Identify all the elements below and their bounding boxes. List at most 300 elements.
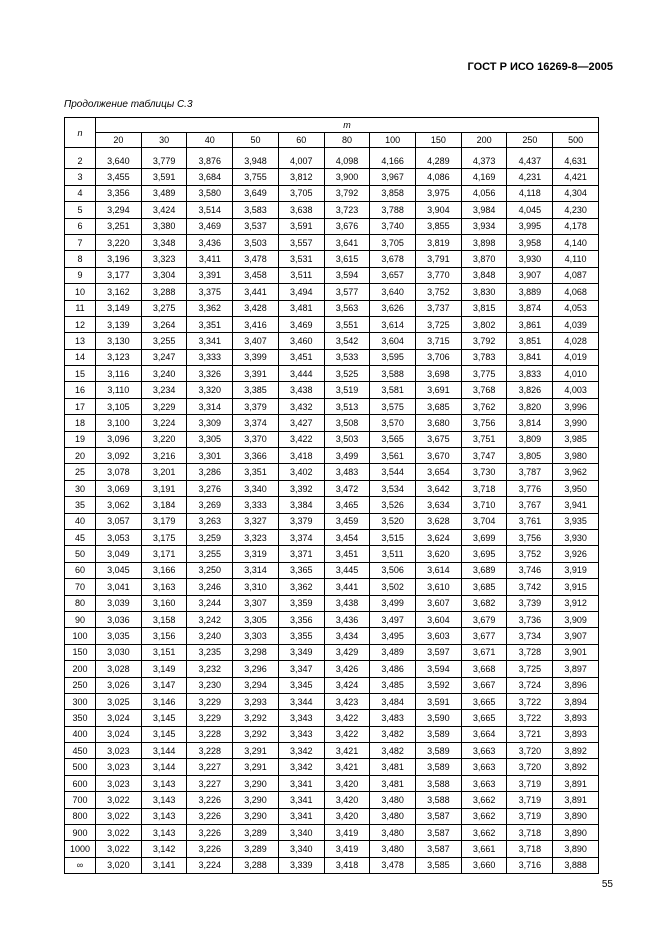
table-cell: 3,234 [141, 382, 187, 398]
table-cell: 3,250 [187, 562, 233, 578]
table-cell: 3,156 [141, 628, 187, 644]
table-cell: 3,537 [233, 218, 279, 234]
n-value-cell: 13 [65, 333, 96, 349]
table-cell: 3,962 [553, 464, 599, 480]
table-cell: 3,740 [370, 218, 416, 234]
table-cell: 3,718 [461, 480, 507, 496]
table-cell: 3,892 [553, 759, 599, 775]
table-row [65, 628, 599, 644]
table-cell: 3,704 [461, 513, 507, 529]
table-cell: 3,240 [141, 366, 187, 382]
table-cell: 3,985 [553, 431, 599, 447]
table-cell: 3,022 [96, 841, 142, 857]
table-cell: 3,897 [553, 661, 599, 677]
table-cell: 3,581 [370, 382, 416, 398]
table-cell: 3,166 [141, 562, 187, 578]
table-cell: 3,177 [96, 267, 142, 283]
table-cell: 3,305 [233, 611, 279, 627]
table-cell: 3,380 [141, 218, 187, 234]
table-cell: 3,469 [187, 218, 233, 234]
table-cell: 3,469 [278, 316, 324, 332]
n-value-cell: 500 [65, 759, 96, 775]
table-cell: 3,614 [416, 562, 462, 578]
table-cell: 3,542 [324, 333, 370, 349]
table-cell: 3,752 [507, 546, 553, 562]
table-cell: 3,022 [96, 808, 142, 824]
m-value-header: 20 [96, 133, 142, 148]
table-cell: 3,226 [187, 808, 233, 824]
table-cell: 3,792 [461, 333, 507, 349]
table-cell: 3,309 [187, 415, 233, 431]
table-cell: 3,890 [553, 841, 599, 857]
table-row [65, 775, 599, 791]
table-cell: 3,482 [370, 743, 416, 759]
table-cell: 3,604 [370, 333, 416, 349]
table-cell: 3,422 [278, 431, 324, 447]
table-cell: 3,776 [507, 480, 553, 496]
table-cell: 3,734 [507, 628, 553, 644]
n-value-cell: 9 [65, 267, 96, 283]
table-cell: 4,631 [553, 148, 599, 169]
table-cell: 4,039 [553, 316, 599, 332]
table-cell: 3,359 [278, 595, 324, 611]
table-cell: 3,926 [553, 546, 599, 562]
table-cell: 3,053 [96, 529, 142, 545]
table-cell: 3,900 [324, 169, 370, 185]
table-cell: 3,481 [370, 775, 416, 791]
table-cell: 3,756 [507, 529, 553, 545]
table-cell: 3,891 [553, 792, 599, 808]
table-cell: 3,788 [370, 202, 416, 218]
table-cell: 3,416 [233, 316, 279, 332]
table-cell: 3,604 [416, 611, 462, 627]
table-row [65, 611, 599, 627]
table-cell: 3,288 [233, 857, 279, 873]
table-cell: 3,935 [553, 513, 599, 529]
table-cell: 3,663 [461, 775, 507, 791]
table-cell: 3,661 [461, 841, 507, 857]
table-cell: 3,142 [141, 841, 187, 857]
table-cell: 3,184 [141, 497, 187, 513]
table-cell: 3,451 [324, 546, 370, 562]
table-cell: 3,649 [233, 185, 279, 201]
table-cell: 3,314 [187, 398, 233, 414]
n-value-cell: 40 [65, 513, 96, 529]
table-cell: 3,812 [278, 169, 324, 185]
table-cell: 3,230 [187, 677, 233, 693]
n-value-cell: 90 [65, 611, 96, 627]
table-cell: 3,728 [507, 644, 553, 660]
table-cell: 3,662 [461, 792, 507, 808]
table-cell: 3,418 [278, 448, 324, 464]
table-cell: 3,375 [187, 284, 233, 300]
table-row [65, 693, 599, 709]
table-cell: 3,580 [187, 185, 233, 201]
table-cell: 3,226 [187, 792, 233, 808]
table-cell: 3,459 [324, 513, 370, 529]
table-cell: 3,251 [96, 218, 142, 234]
n-value-cell: 16 [65, 382, 96, 398]
table-cell: 3,365 [278, 562, 324, 578]
table-cell: 4,230 [553, 202, 599, 218]
table-cell: 3,196 [96, 251, 142, 267]
table-cell: 4,019 [553, 349, 599, 365]
table-cell: 3,919 [553, 562, 599, 578]
table-cell: 3,975 [416, 185, 462, 201]
table-cell: 3,441 [324, 579, 370, 595]
table-cell: 3,890 [553, 825, 599, 841]
table-row [65, 480, 599, 496]
table-cell: 3,984 [461, 202, 507, 218]
table-cell: 3,096 [96, 431, 142, 447]
table-cell: 3,341 [278, 808, 324, 824]
table-cell: 3,226 [187, 841, 233, 857]
table-cell: 4,304 [553, 185, 599, 201]
table-cell: 3,901 [553, 644, 599, 660]
table-cell: 3,116 [96, 366, 142, 382]
m-values-row [65, 133, 599, 148]
table-cell: 3,654 [416, 464, 462, 480]
table-cell: 3,719 [507, 775, 553, 791]
table-cell: 3,792 [324, 185, 370, 201]
table-cell: 3,427 [278, 415, 324, 431]
table-cell: 3,756 [461, 415, 507, 431]
table-row [65, 726, 599, 742]
table-cell: 3,356 [96, 185, 142, 201]
table-cell: 3,526 [370, 497, 416, 513]
table-cell: 3,691 [416, 382, 462, 398]
table-cell: 3,767 [507, 497, 553, 513]
table-cell: 3,620 [416, 546, 462, 562]
table-cell: 3,724 [507, 677, 553, 693]
table-cell: 3,570 [370, 415, 416, 431]
table-cell: 3,610 [416, 579, 462, 595]
table-cell: 3,438 [324, 595, 370, 611]
table-cell: 3,494 [278, 284, 324, 300]
table-row [65, 234, 599, 250]
table-cell: 3,179 [141, 513, 187, 529]
n-value-cell: 20 [65, 448, 96, 464]
m-value-header: 60 [278, 133, 324, 148]
table-cell: 3,730 [461, 464, 507, 480]
table-cell: 4,086 [416, 169, 462, 185]
n-value-cell: 3 [65, 169, 96, 185]
table-cell: 3,663 [461, 743, 507, 759]
table-cell: 3,023 [96, 743, 142, 759]
table-cell: 4,140 [553, 234, 599, 250]
table-cell: 3,293 [233, 693, 279, 709]
m-value-header: 30 [141, 133, 187, 148]
table-cell: 3,967 [370, 169, 416, 185]
table-cell: 3,062 [96, 497, 142, 513]
table-cell: 3,149 [96, 300, 142, 316]
table-cell: 3,341 [278, 792, 324, 808]
table-cell: 3,327 [233, 513, 279, 529]
n-value-cell: 250 [65, 677, 96, 693]
table-cell: 3,201 [141, 464, 187, 480]
table-row [65, 562, 599, 578]
table-cell: 3,531 [278, 251, 324, 267]
table-cell: 4,373 [461, 148, 507, 169]
table-cell: 3,718 [507, 841, 553, 857]
table-cell: 3,362 [187, 300, 233, 316]
table-cell: 3,495 [370, 628, 416, 644]
table-cell: 3,514 [187, 202, 233, 218]
table-cell: 3,597 [416, 644, 462, 660]
table-cell: 3,423 [324, 693, 370, 709]
table-cell: 3,480 [370, 841, 416, 857]
table-cell: 4,437 [507, 148, 553, 169]
table-cell: 3,671 [461, 644, 507, 660]
n-value-cell: 10 [65, 284, 96, 300]
table-cell: 3,489 [370, 644, 416, 660]
table-cell: 3,678 [370, 251, 416, 267]
table-cell: 3,340 [233, 480, 279, 496]
table-cell: 3,499 [324, 448, 370, 464]
table-cell: 3,819 [416, 234, 462, 250]
table-cell: 3,366 [233, 448, 279, 464]
table-cell: 3,638 [278, 202, 324, 218]
table-cell: 3,752 [416, 284, 462, 300]
table-cell: 3,626 [370, 300, 416, 316]
table-cell: 3,036 [96, 611, 142, 627]
table-cell: 3,815 [461, 300, 507, 316]
table-cell: 3,667 [461, 677, 507, 693]
table-row [65, 857, 599, 873]
table-cell: 3,592 [416, 677, 462, 693]
table-row [65, 202, 599, 218]
table-cell: 3,996 [553, 398, 599, 414]
table-cell: 3,506 [370, 562, 416, 578]
m-value-header: 250 [507, 133, 553, 148]
table-cell: 3,557 [278, 234, 324, 250]
table-cell: 3,826 [507, 382, 553, 398]
table-cell: 3,356 [278, 611, 324, 627]
n-value-cell: ∞ [65, 857, 96, 873]
table-cell: 3,092 [96, 448, 142, 464]
table-cell: 3,023 [96, 759, 142, 775]
table-cell: 3,520 [370, 513, 416, 529]
table-cell: 3,145 [141, 726, 187, 742]
table-row [65, 513, 599, 529]
n-value-cell: 60 [65, 562, 96, 578]
n-value-cell: 450 [65, 743, 96, 759]
table-cell: 3,441 [233, 284, 279, 300]
table-cell: 3,292 [233, 710, 279, 726]
table-cell: 3,347 [278, 661, 324, 677]
table-cell: 3,420 [324, 808, 370, 824]
table-cell: 3,736 [507, 611, 553, 627]
table-cell: 3,722 [507, 710, 553, 726]
table-cell: 3,484 [370, 693, 416, 709]
table-cell: 3,891 [553, 775, 599, 791]
table-cell: 3,719 [507, 792, 553, 808]
table-cell: 3,930 [553, 529, 599, 545]
table-cell: 3,228 [187, 743, 233, 759]
table-cell: 3,026 [96, 677, 142, 693]
table-cell: 3,255 [141, 333, 187, 349]
table-row [65, 825, 599, 841]
table-cell: 3,710 [461, 497, 507, 513]
table-cell: 3,275 [141, 300, 187, 316]
table-cell: 3,628 [416, 513, 462, 529]
table-cell: 3,513 [324, 398, 370, 414]
table-cell: 3,419 [324, 825, 370, 841]
table-cell: 3,577 [324, 284, 370, 300]
table-cell: 4,010 [553, 366, 599, 382]
table-cell: 3,640 [96, 148, 142, 169]
table-cell: 3,715 [416, 333, 462, 349]
table-cell: 3,779 [141, 148, 187, 169]
table-cell: 3,478 [233, 251, 279, 267]
table-cell: 3,483 [324, 464, 370, 480]
table-cell: 3,424 [141, 202, 187, 218]
table-cell: 3,489 [141, 185, 187, 201]
table-cell: 3,028 [96, 661, 142, 677]
table-cell: 3,594 [324, 267, 370, 283]
table-cell: 3,587 [416, 825, 462, 841]
table-cell: 3,371 [278, 546, 324, 562]
table-cell: 3,588 [416, 775, 462, 791]
table-cell: 3,291 [233, 743, 279, 759]
table-cell: 3,478 [370, 857, 416, 873]
table-cell: 3,660 [461, 857, 507, 873]
table-cell: 3,575 [370, 398, 416, 414]
table-cell: 3,861 [507, 316, 553, 332]
table-cell: 3,892 [553, 743, 599, 759]
table-cell: 3,035 [96, 628, 142, 644]
table-cell: 3,247 [141, 349, 187, 365]
table-cell: 3,720 [507, 743, 553, 759]
table-cell: 3,791 [416, 251, 462, 267]
table-cell: 3,455 [96, 169, 142, 185]
table-cell: 3,123 [96, 349, 142, 365]
table-cell: 3,105 [96, 398, 142, 414]
table-cell: 3,503 [233, 234, 279, 250]
m-value-header: 200 [461, 133, 507, 148]
page-number: 55 [601, 879, 613, 890]
table-cell: 3,445 [324, 562, 370, 578]
table-cell: 3,830 [461, 284, 507, 300]
table-row [65, 743, 599, 759]
table-cell: 3,603 [416, 628, 462, 644]
table-cell: 3,319 [233, 546, 279, 562]
table-cell: 3,585 [416, 857, 462, 873]
table-cell: 3,143 [141, 792, 187, 808]
table-cell: 3,930 [507, 251, 553, 267]
table-cell: 3,502 [370, 579, 416, 595]
table-cell: 3,755 [233, 169, 279, 185]
table-cell: 3,229 [187, 693, 233, 709]
n-value-cell: 6 [65, 218, 96, 234]
table-cell: 3,894 [553, 693, 599, 709]
table-cell: 3,355 [278, 628, 324, 644]
table-cell: 3,595 [370, 349, 416, 365]
table-cell: 3,458 [233, 267, 279, 283]
table-cell: 3,139 [96, 316, 142, 332]
table-cell: 3,685 [461, 579, 507, 595]
table-cell: 3,320 [187, 382, 233, 398]
table-cell: 3,228 [187, 726, 233, 742]
table-cell: 3,747 [461, 448, 507, 464]
n-value-cell: 12 [65, 316, 96, 332]
table-cell: 3,551 [324, 316, 370, 332]
table-cell: 3,590 [416, 710, 462, 726]
table-cell: 3,351 [187, 316, 233, 332]
table-cell: 3,333 [187, 349, 233, 365]
table-cell: 3,721 [507, 726, 553, 742]
table-cell: 3,723 [324, 202, 370, 218]
table-cell: 3,888 [553, 857, 599, 873]
table-cell: 3,232 [187, 661, 233, 677]
table-cell: 3,444 [278, 366, 324, 382]
table-cell: 3,705 [370, 234, 416, 250]
table-cell: 3,544 [370, 464, 416, 480]
table-cell: 3,259 [187, 529, 233, 545]
table-cell: 3,680 [416, 415, 462, 431]
table-cell: 3,948 [233, 148, 279, 169]
table-cell: 3,670 [416, 448, 462, 464]
table-cell: 3,705 [278, 185, 324, 201]
table-cell: 3,915 [553, 579, 599, 595]
table-cell: 3,147 [141, 677, 187, 693]
table-cell: 3,889 [507, 284, 553, 300]
table-cell: 3,224 [187, 857, 233, 873]
table-cell: 3,110 [96, 382, 142, 398]
table-cell: 3,342 [278, 759, 324, 775]
n-value-cell: 15 [65, 366, 96, 382]
table-cell: 3,289 [233, 841, 279, 857]
table-cell: 3,898 [461, 234, 507, 250]
table-cell: 3,588 [416, 792, 462, 808]
table-cell: 3,746 [507, 562, 553, 578]
table-cell: 3,235 [187, 644, 233, 660]
table-cell: 3,761 [507, 513, 553, 529]
table-row [65, 546, 599, 562]
table-row [65, 497, 599, 513]
table-cell: 3,665 [461, 710, 507, 726]
table-cell: 3,481 [278, 300, 324, 316]
table-cell: 3,418 [324, 857, 370, 873]
table-cell: 3,323 [233, 529, 279, 545]
table-cell: 3,057 [96, 513, 142, 529]
table-row [65, 267, 599, 283]
table-cell: 3,589 [416, 759, 462, 775]
table-cell: 3,421 [324, 759, 370, 775]
table-cell: 3,720 [507, 759, 553, 775]
table-cell: 3,345 [278, 677, 324, 693]
table-cell: 3,024 [96, 710, 142, 726]
table-cell: 3,438 [278, 382, 324, 398]
table-cell: 3,301 [187, 448, 233, 464]
table-cell: 3,768 [461, 382, 507, 398]
table-cell: 3,874 [507, 300, 553, 316]
table-cell: 3,848 [461, 267, 507, 283]
table-cell: 3,374 [233, 415, 279, 431]
table-cell: 4,003 [553, 382, 599, 398]
table-row [65, 366, 599, 382]
table-cell: 3,216 [141, 448, 187, 464]
table-row [65, 710, 599, 726]
table-cell: 3,561 [370, 448, 416, 464]
table-cell: 3,343 [278, 726, 324, 742]
table-cell: 3,227 [187, 775, 233, 791]
n-value-cell: 8 [65, 251, 96, 267]
table-cell: 3,896 [553, 677, 599, 693]
table-cell: 3,460 [278, 333, 324, 349]
table-cell: 3,706 [416, 349, 462, 365]
n-value-cell: 17 [65, 398, 96, 414]
